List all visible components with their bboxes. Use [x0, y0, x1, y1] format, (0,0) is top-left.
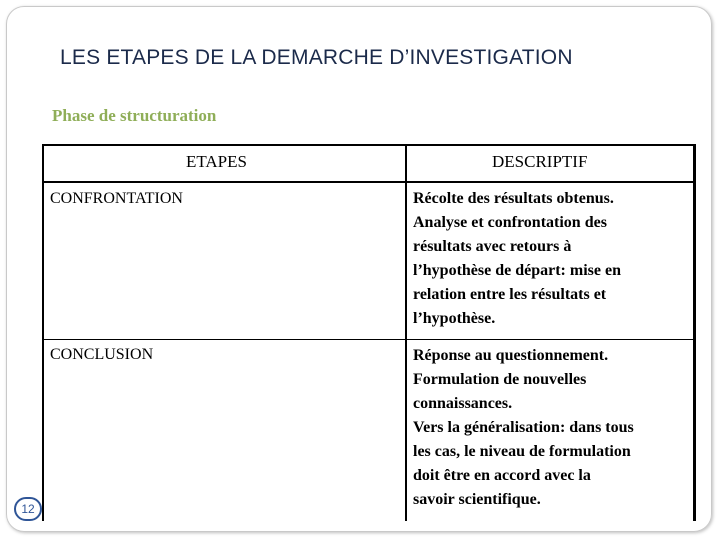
- desc-line: résultats avec retours à: [413, 238, 572, 255]
- desc-line: l’hypothèse.: [413, 310, 496, 327]
- steps-table: [42, 144, 696, 521]
- desc-line: l’hypothèse de départ: mise en: [413, 262, 621, 279]
- phase-subtitle: Phase de structuration: [52, 106, 217, 125]
- header-separator: [44, 181, 693, 183]
- desc-line: Formulation de nouvelles: [413, 371, 587, 388]
- desc-line: Analyse et confrontation des: [413, 214, 607, 231]
- desc-line: Vers la généralisation: dans tous: [413, 419, 634, 436]
- etape-confrontation: CONFRONTATION: [50, 190, 183, 207]
- descriptif-conclusion: [413, 344, 698, 512]
- desc-line: Réponse au questionnement.: [413, 347, 609, 364]
- column-divider: [405, 146, 407, 521]
- etape-conclusion: CONCLUSION: [50, 346, 154, 363]
- slide-title: LES ETAPES DE LA DEMARCHE D’INVESTIGATION: [60, 46, 573, 69]
- page-number-badge: 12: [14, 497, 42, 521]
- desc-line: doit être en accord avec la: [413, 467, 591, 484]
- descriptif-confrontation: [413, 187, 698, 331]
- header-etapes: ETAPES: [186, 152, 247, 171]
- header-descriptif: DESCRIPTIF: [492, 152, 588, 171]
- desc-line: savoir scientifique.: [413, 491, 541, 508]
- desc-line: relation entre les résultats et: [413, 286, 607, 303]
- desc-line: Récolte des résultats obtenus.: [413, 190, 614, 207]
- desc-line: les cas, le niveau de formulation: [413, 443, 631, 460]
- row-separator: [44, 339, 693, 340]
- desc-line: connaissances.: [413, 395, 513, 412]
